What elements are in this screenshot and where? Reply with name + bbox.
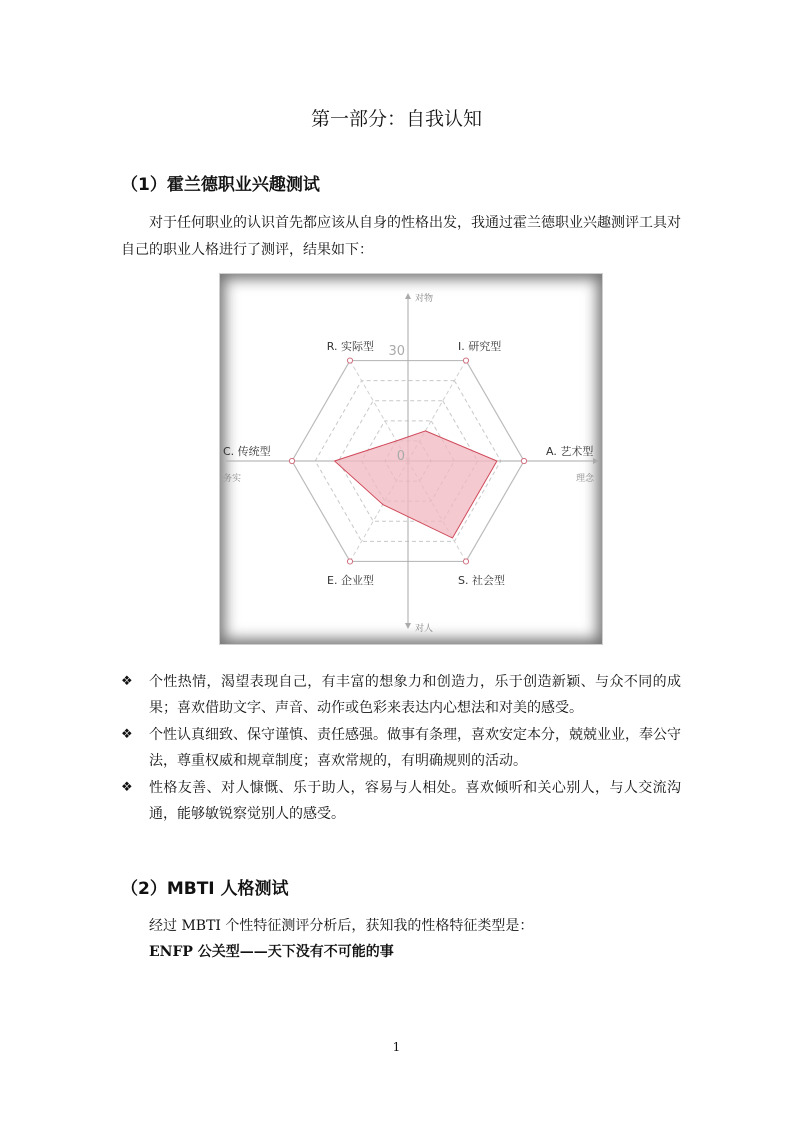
direction-label-right: 理念 <box>576 474 595 484</box>
radar-axis-label: C. 传统型 <box>223 445 271 458</box>
diamond-bullet-icon: ❖ <box>121 674 133 689</box>
section-heading-mbti: （2）MBTI 人格测试 <box>121 879 289 899</box>
radar-scale-min: 0 <box>396 449 405 464</box>
list-item: ❖ 个性认真细致、保守谨慎、责任感强。做事有条理，喜欢安定本分，兢兢业业，奉公守法，尊重权威和规章制度；喜欢常规的，有明确规则的活动。 <box>121 722 681 774</box>
holland-intro-paragraph: 对于任何职业的认识首先都应该从自身的性格出发，我通过霍兰德职业兴趣测评工具对自己的职业人格进行了测评，结果如下： <box>121 215 681 258</box>
mbti-type-line: ENFP 公关型——天下没有不可能的事 <box>149 944 394 960</box>
direction-label-left: 务实 <box>223 474 242 484</box>
diamond-bullet-icon: ❖ <box>121 780 133 795</box>
radar-scale-max: 30 <box>388 344 405 359</box>
section-heading-holland: （1）霍兰德职业兴趣测试 <box>121 175 320 195</box>
holland-radar-figure <box>219 273 603 645</box>
radar-vertex-dot <box>463 358 468 363</box>
radar-vertex-dot <box>521 458 526 463</box>
list-item: ❖ 个性热情，渴望表现自己，有丰富的想象力和创造力，乐于创造新颖、与众不同的成果；喜欢借助文字、声音、动作或色彩来表达内心想法和对美的感受。 <box>121 669 681 721</box>
radar-data-polygon <box>335 431 497 538</box>
radar-vertex-dot <box>347 559 352 564</box>
radar-axis-label: I. 研究型 <box>458 340 502 353</box>
radar-axis-label: S. 社会型 <box>458 574 505 587</box>
radar-axis-label: R. 实际型 <box>326 340 374 353</box>
holland-radar-chart <box>220 274 602 644</box>
radar-axis-label: E. 企业型 <box>327 574 374 587</box>
radar-vertex-dot <box>347 358 352 363</box>
trait-bullet-list <box>121 669 681 828</box>
page-title: 第一部分：自我认知 <box>310 108 482 130</box>
radar-axis-label: A. 艺术型 <box>546 445 594 458</box>
page-number: 1 <box>392 1040 401 1054</box>
direction-label-bottom: 对人 <box>415 624 434 634</box>
radar-vertex-dot <box>289 458 294 463</box>
radar-vertex-dot <box>463 559 468 564</box>
list-item: ❖ 性格友善、对人慷慨、乐于助人，容易与人相处。喜欢倾听和关心别人，与人交流沟通，能够敏锐察觉别人的感受。 <box>121 775 681 827</box>
direction-label-top: 对物 <box>415 294 434 304</box>
diamond-bullet-icon: ❖ <box>121 727 133 742</box>
mbti-result-text: 经过 MBTI 个性特征测评分析后，获知我的性格特征类型是： <box>149 918 534 934</box>
